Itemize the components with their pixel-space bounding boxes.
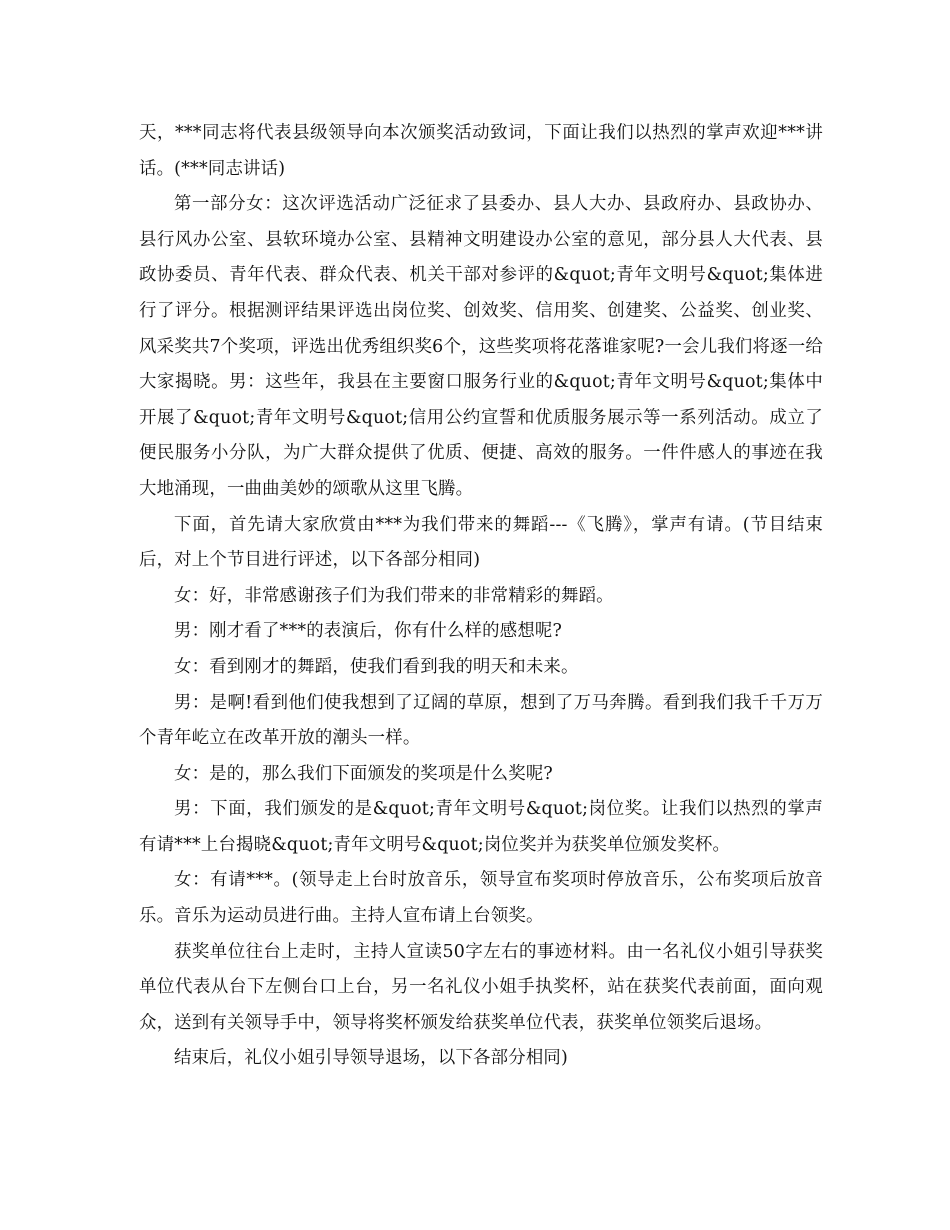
paragraph-award-procedure: 获奖单位往台上走时，主持人宣读50字左右的事迹材料。由一名礼仪小姐引导获奖单位代表从台下左侧台口上台，另一名礼仪小姐手执奖杯，站在获奖代表前面，面向观众，送到有关领导手中，领导将奖杯颁发给获奖单位代表，获奖单位领奖后退场。 <box>139 941 823 1033</box>
paragraph-part-one: 第一部分女：这次评选活动广泛征求了县委办、县人大办、县政府办、县政协办、县行风办公室、县软环境办公室、县精神文明建设办公室的意见，部分县人大代表、县政协委员、青年代表、群众代表、机关干部对参评的&quot;青年文明号&quot;集体进行了评分。根据测评结果评选出岗位奖、创效奖、信用奖、创建奖、公益奖、创业奖、风采奖共7个奖项，评选出优秀组织奖6个，这些奖项将花落谁家呢?一会儿我们将逐一给大家揭晓。男：这些年，我县在主要窗口服务行业的&quot;青年文明号&quot;集体中开展了&quot;青年文明号&quot;信用公约宣誓和优质服务展示等一系列活动。成立了便民服务小分队，为广大群众提供了优质、便捷、高效的服务。一件件感人的事迹在我大地涌现，一曲曲美妙的颂歌从这里飞腾。 <box>139 194 823 499</box>
paragraph-opening-remarks: 天，***同志将代表县级领导向本次颁奖活动致词，下面让我们以热烈的掌声欢迎***讲话。(***同志讲话) <box>139 123 823 179</box>
document-page <box>139 116 823 1077</box>
dialogue-line: 男：是啊!看到他们使我想到了辽阔的草原，想到了万马奔腾。看到我们我千千万万个青年屹立在改革开放的潮头一样。 <box>139 692 823 749</box>
paragraph-dance-intro: 下面，首先请大家欣赏由***为我们带来的舞蹈---《飞腾》，掌声有请。(节目结束后，对上个节目进行评述，以下各部分相同) <box>139 514 823 571</box>
dialogue-line: 女：有请***。(领导走上台时放音乐，领导宣布奖项时停放音乐，公布奖项后放音乐。音乐为运动员进行曲。主持人宣布请上台领奖。 <box>139 870 823 927</box>
dialogue-line: 女：是的，那么我们下面颁发的奖项是什么奖呢? <box>174 763 553 784</box>
paragraph-closing-note: 结束后，礼仪小姐引导领导退场，以下各部分相同) <box>174 1048 568 1069</box>
dialogue-line: 男：下面，我们颁发的是&quot;青年文明号&quot;岗位奖。让我们以热烈的掌声有请***上台揭晓&quot;青年文明号&quot;岗位奖并为获奖单位颁发奖杯。 <box>139 799 823 855</box>
dialogue-line: 女：看到刚才的舞蹈，使我们看到我的明天和未来。 <box>174 656 579 677</box>
dialogue-line: 男：刚才看了***的表演后，你有什么样的感想呢? <box>174 621 563 642</box>
dialogue-line: 女：好，非常感谢孩子们为我们带来的非常精彩的舞蹈。 <box>174 585 614 606</box>
